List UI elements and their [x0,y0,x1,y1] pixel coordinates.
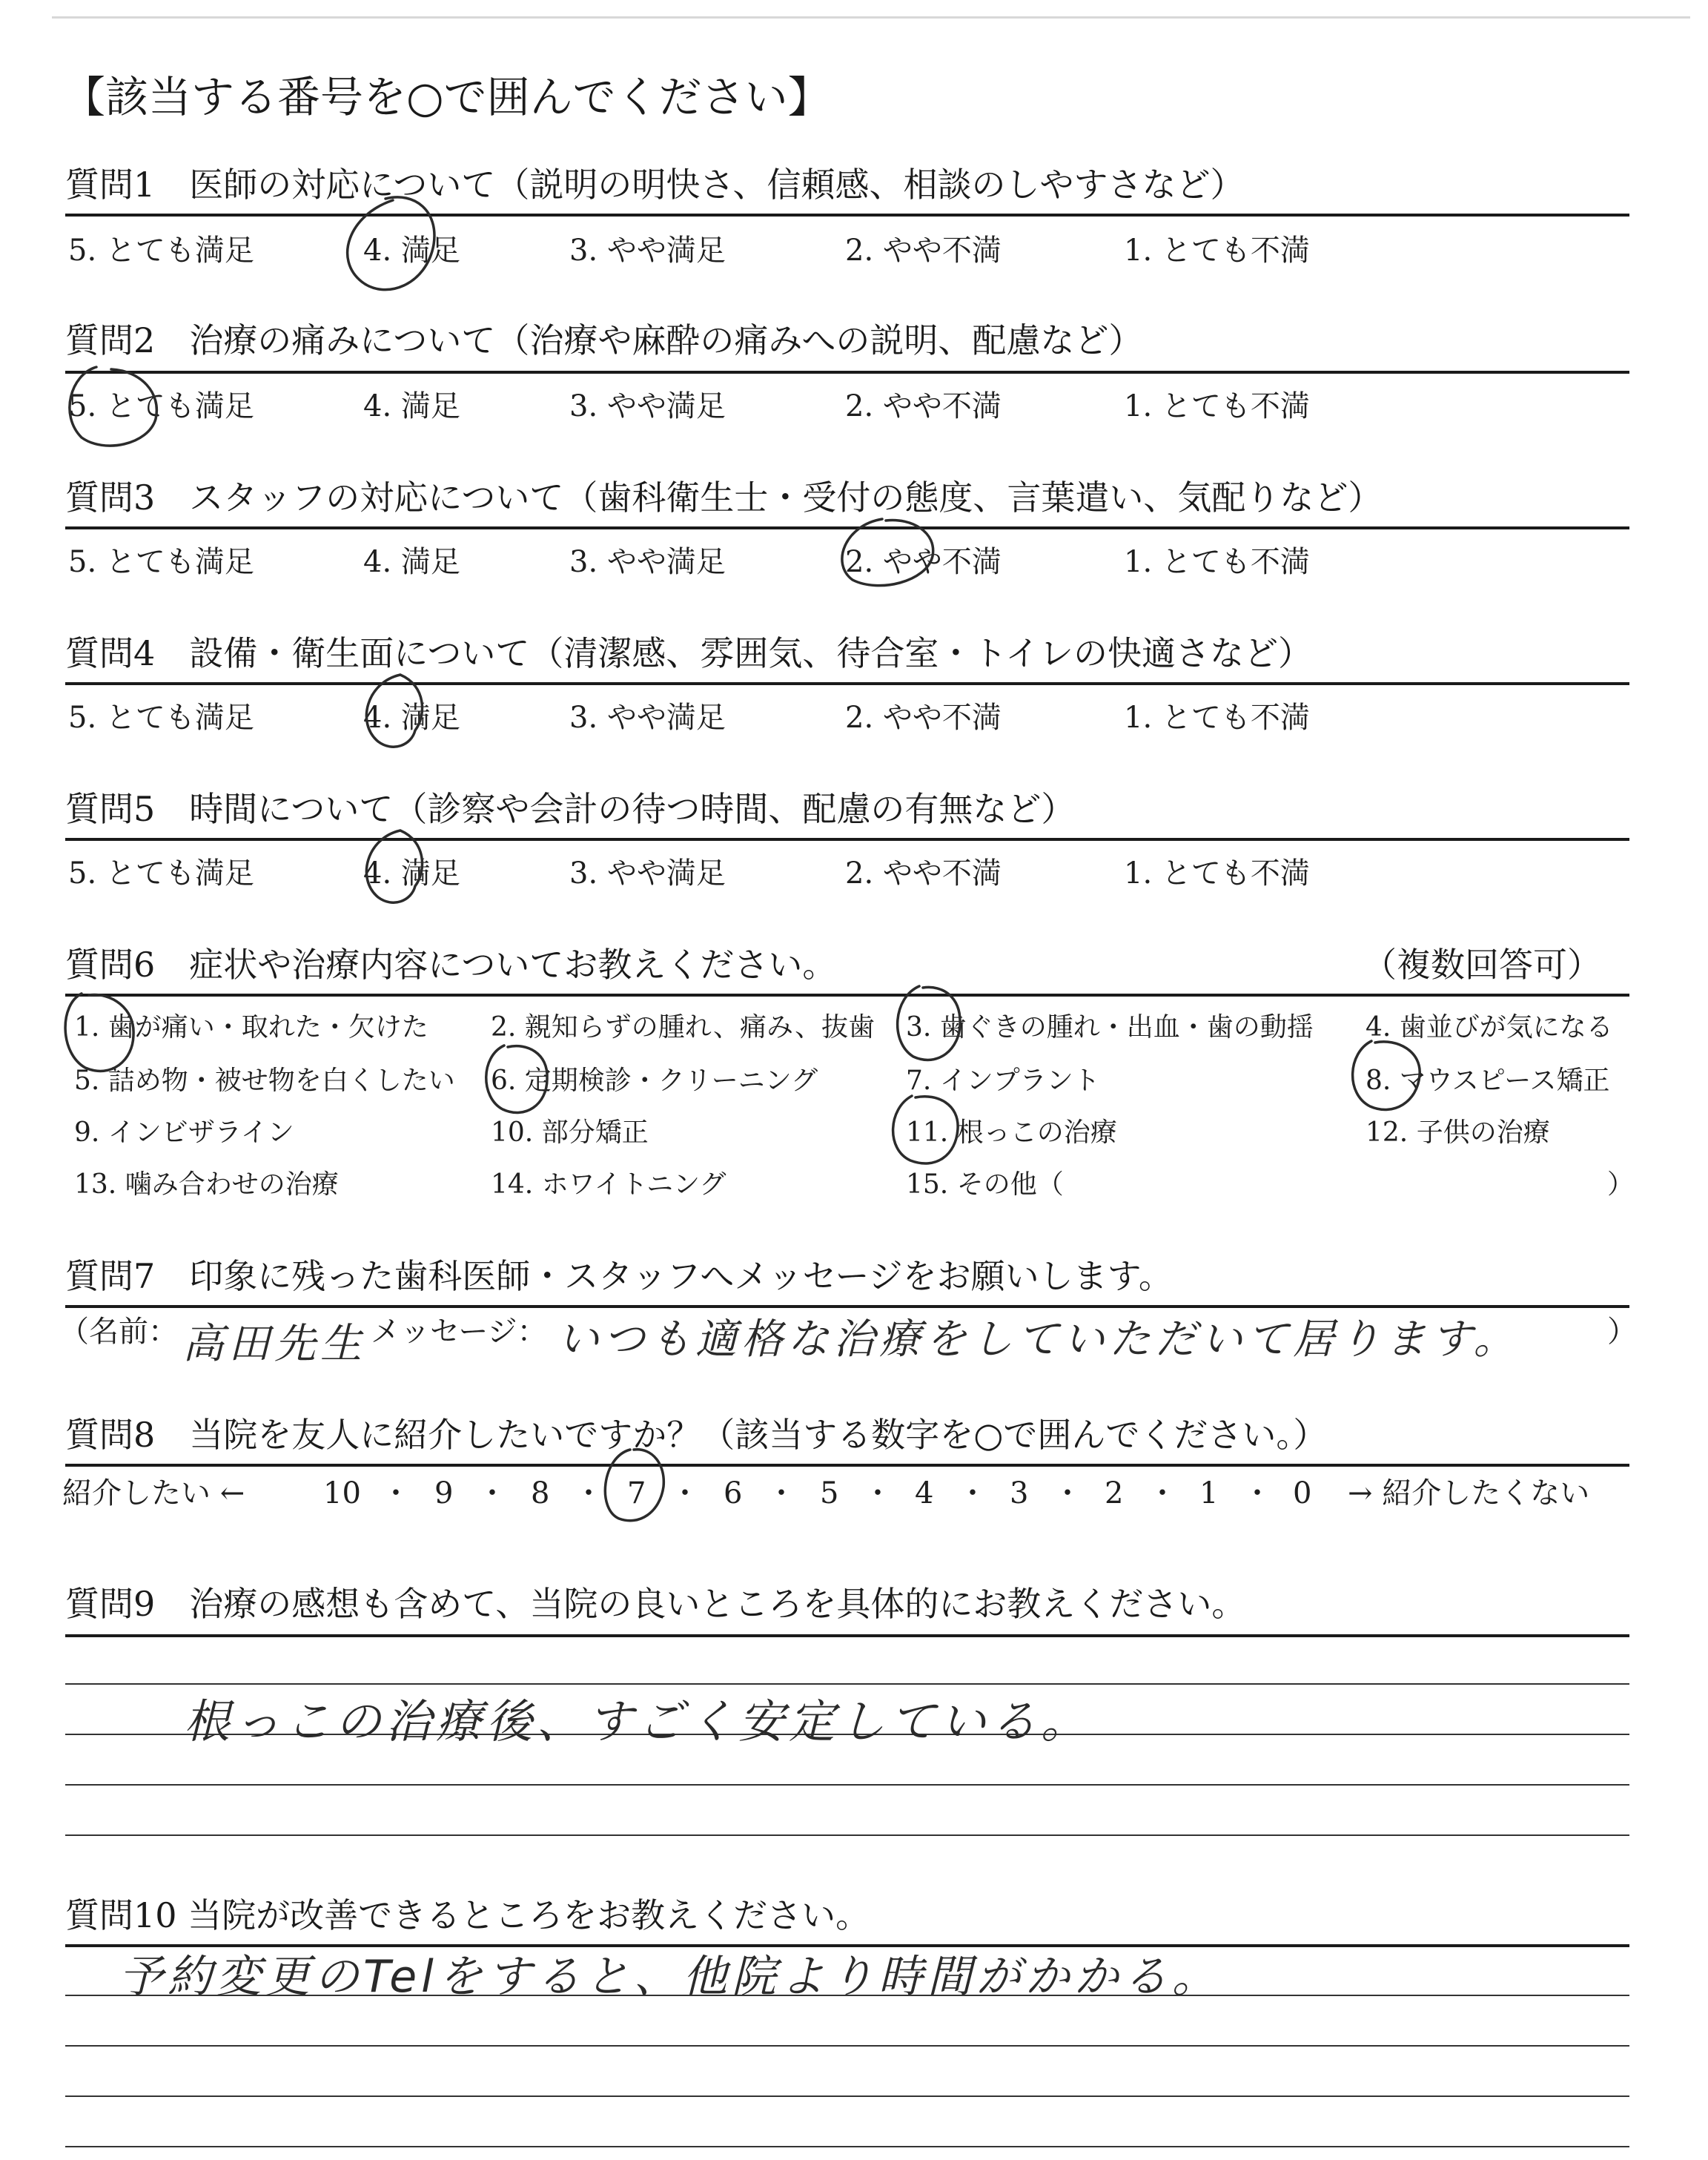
q4-option-3[interactable]: 3. やや満足 [569,701,726,735]
q8-dot: ・ [958,1476,987,1510]
q1-rule [65,214,1629,217]
q7-message-handwritten[interactable]: いつも適格な治療をしていただいて居ります。 [557,1315,1520,1364]
q6-option-3[interactable]: 3. 歯ぐきの腫れ・出血・歯の動揺 [906,1012,1314,1043]
q8-value-6[interactable]: 6 [724,1476,743,1510]
q8-value-3[interactable]: 3 [1010,1476,1029,1510]
q4-option-1[interactable]: 1. とても不満 [1124,701,1310,735]
q8-dot: ・ [863,1476,893,1510]
q8-dot: ・ [767,1476,796,1510]
q2-rule [65,371,1629,374]
q5-heading: 質問5 時間について（診察や会計の待つ時間、配慮の有無など） [65,789,1076,829]
q7-close-paren: ） [1607,1315,1637,1349]
q9-answer-line [65,1834,1629,1836]
q9-heading: 質問9 治療の感想も含めて、当院の良いところを具体的にお教えください。 [65,1584,1246,1624]
q8-value-7[interactable]: 7 [627,1476,646,1510]
q5-option-4[interactable]: 4. 満足 [363,856,460,891]
q6-option-12[interactable]: 12. 子供の治療 [1366,1117,1550,1148]
q2-option-3[interactable]: 3. やや満足 [569,389,726,423]
q8-rule [65,1464,1629,1467]
q5-option-5[interactable]: 5. とても満足 [68,856,254,891]
q3-rule [65,526,1629,529]
q8-value-5[interactable]: 5 [820,1476,839,1510]
q6-option-14[interactable]: 14. ホワイトニング [491,1169,726,1200]
q3-option-2[interactable]: 2. やや不満 [845,545,1002,579]
q8-value-8[interactable]: 8 [531,1476,550,1510]
q4-heading: 質問4 設備・衛生面について（清潔感、雰囲気、待合室・トイレの快適さなど） [65,633,1313,673]
q6-rule [65,994,1629,997]
q8-dot: ・ [381,1476,411,1510]
q3-option-3[interactable]: 3. やや満足 [569,545,726,579]
q9-answer-line [65,1784,1629,1786]
q3-option-5[interactable]: 5. とても満足 [68,545,254,579]
q8-dot: ・ [477,1476,507,1510]
q5-option-1[interactable]: 1. とても不満 [1124,856,1310,891]
q8-right-label: → 紹介したくない [1348,1476,1590,1510]
q4-option-2[interactable]: 2. やや不満 [845,701,1002,735]
q5-option-3[interactable]: 3. やや満足 [569,856,726,891]
q8-dot: ・ [574,1476,603,1510]
q2-option-5[interactable]: 5. とても満足 [68,389,254,423]
q7-name-handwritten[interactable]: 高田先生 [182,1320,366,1368]
q10-answer-handwritten[interactable]: 予約変更のTelをすると、他院より時間がかかる。 [119,1951,1221,2003]
q8-value-9[interactable]: 9 [434,1476,454,1510]
q1-option-5[interactable]: 5. とても満足 [68,234,254,268]
q6-option-7[interactable]: 7. インプラント [906,1066,1100,1096]
q6-option-4[interactable]: 4. 歯並びが気になる [1366,1012,1613,1043]
q7-name-label: （名前： [59,1315,178,1349]
q6-option-8[interactable]: 8. マウスピース矯正 [1366,1066,1610,1096]
q3-option-1[interactable]: 1. とても不満 [1124,545,1310,579]
q8-value-4[interactable]: 4 [915,1476,934,1510]
q8-value-1[interactable]: 1 [1199,1476,1219,1510]
q8-value-10[interactable]: 10 [323,1476,361,1510]
q6-option-9[interactable]: 9. インビザライン [74,1117,294,1148]
q2-heading: 質問2 治療の痛みについて（治療や麻酔の痛みへの説明、配慮など） [65,320,1143,360]
q8-value-0[interactable]: 0 [1293,1476,1312,1510]
q5-rule [65,838,1629,841]
q6-option-10[interactable]: 10. 部分矯正 [491,1117,649,1148]
q10-heading: 質問10 当院が改善できるところをお教えください。 [65,1895,870,1935]
q6-heading: 質問6 症状や治療内容についてお教えください。 [65,945,837,985]
q1-option-3[interactable]: 3. やや満足 [569,234,726,268]
q6-option-13[interactable]: 13. 噛み合わせの治療 [74,1169,339,1200]
q8-left-label: 紹介したい ← [62,1476,245,1510]
q10-answer-line [65,2045,1629,2047]
q8-dot: ・ [1148,1476,1177,1510]
q4-option-4[interactable]: 4. 満足 [363,701,460,735]
q3-option-4[interactable]: 4. 満足 [363,545,460,579]
q9-answer-handwritten[interactable]: 根っこの治療後、すごく安定している。 [184,1694,1092,1748]
q6-option-6[interactable]: 6. 定期検診・クリーニング [491,1066,818,1096]
q1-heading: 質問1 医師の対応について（説明の明快さ、信頼感、相談のしやすさなど） [65,165,1245,205]
q8-heading: 質問8 当院を友人に紹介したいですか？（該当する数字を○で囲んでください。） [65,1415,1328,1455]
q6-option-2[interactable]: 2. 親知らずの腫れ、痛み、抜歯 [491,1012,875,1043]
q4-option-5[interactable]: 5. とても満足 [68,701,254,735]
q6-option-11[interactable]: 11. 根っこの治療 [906,1117,1117,1148]
page-title: 【該当する番号を○で囲んでください】 [62,72,831,122]
q4-rule [65,682,1629,685]
q8-dot: ・ [670,1476,700,1510]
q9-rule [65,1634,1629,1637]
scan-edge [52,16,1690,19]
q6-note: （複数回答可） [1363,945,1601,985]
q1-option-1[interactable]: 1. とても不満 [1124,234,1310,268]
q6-option-15[interactable]: 15. その他（ [906,1169,1064,1200]
q2-option-2[interactable]: 2. やや不満 [845,389,1002,423]
q6-other-close-paren: ） [1607,1169,1635,1200]
q7-message-label: メッセージ： [371,1315,547,1349]
q2-option-4[interactable]: 4. 満足 [363,389,460,423]
q8-value-2[interactable]: 2 [1105,1476,1124,1510]
q10-answer-line [65,2146,1629,2147]
q1-option-4[interactable]: 4. 満足 [363,234,460,268]
q5-option-2[interactable]: 2. やや不満 [845,856,1002,891]
q3-heading: 質問3 スタッフの対応について（歯科衛生士・受付の態度、言葉遣い、気配りなど） [65,478,1383,518]
q8-dot: ・ [1242,1476,1272,1510]
q10-answer-line [65,2095,1629,2097]
q7-heading: 質問7 印象に残った歯科医師・スタッフへメッセージをお願いします。 [65,1256,1173,1296]
q8-dot: ・ [1053,1476,1082,1510]
q6-option-5[interactable]: 5. 詰め物・被せ物を白くしたい [74,1066,455,1096]
q6-option-1[interactable]: 1. 歯が痛い・取れた・欠けた [74,1012,428,1043]
q1-option-2[interactable]: 2. やや不満 [845,234,1002,268]
q2-option-1[interactable]: 1. とても不満 [1124,389,1310,423]
